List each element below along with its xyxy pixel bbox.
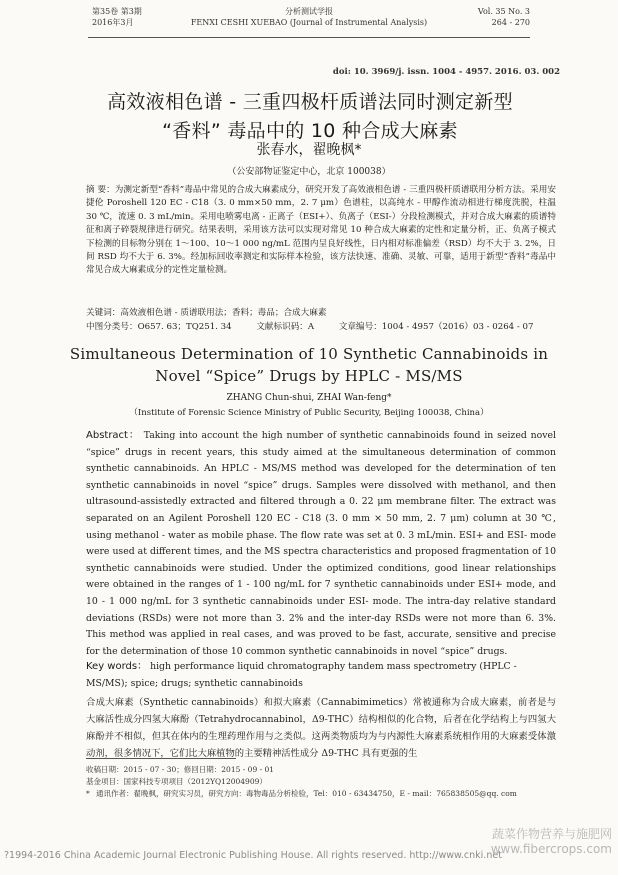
keywords-en: [86, 659, 556, 692]
header-divider: [88, 37, 530, 38]
doi-line: doi: 10. 3969/j. issn. 1004 - 4957. 2016. 03. 002: [332, 67, 560, 77]
corresponding-symbol: *: [86, 789, 90, 798]
abstract-cn-text: 为测定新型“香料”毒品中常见的合成大麻素成分，研究开发了高效液相色谱 - 三重四极杆质谱联用分析方法。采用安捷伦 Poroshell 120 EC - C18（3. 0 mm×50 mm，2. 7 μm）色谱柱，以高纯水 - 甲醇作流动相进行梯度洗脱，柱温 30 ℃，流速 0. 3 mL/min。采用电喷雾电离 - 正离子（ESI+）、负离子（ESI-）分段检测模式，并对合成大麻素的质谱特征和离子碎裂规律进行研究。结果表明，采用该方法可以实现对常见 10 种合成大麻素的定性和定量分析，正、负离子模式下检测的目标物分别在 1～100、10～1 000 ng/mL 范围内呈良好线性，日内相对标准偏差（RSD）均不大于 3. 2%，日间 RSD 均不大于 6. 3%。经加标回收率测定和实际样本检验，该方法快速、准确、灵敏、可靠，适用于新型“香料”毒品中常见合成大麻素成分的定性定量检测。: [86, 185, 557, 276]
keywords-en-text: high performance liquid chromatography tandem mass spectrometry (HPLC - MS/MS); spice; drugs; synthetic cannabinoids: [86, 661, 517, 689]
classification-cn: [86, 321, 556, 334]
copyright-line: ?1994-2016 China Academic Journal Electronic Publishing House. All rights reserved. http://www.cnki.net: [4, 850, 502, 861]
volume-en: Vol. 35 No. 3: [477, 7, 530, 16]
journal-name-en: FENXI CESHI XUEBAO (Journal of Instrumental Analysis): [190, 18, 428, 27]
abstract-cn-label: 摘 要：: [86, 185, 115, 195]
authors-cn: 张春水，翟晚枫*: [256, 142, 362, 158]
affiliation-cn: （公安部物证鉴定中心，北京 100038）: [227, 167, 391, 177]
header-right: [478, 6, 530, 28]
abstract-en: [86, 428, 556, 660]
watermark: [491, 827, 612, 857]
watermark-line1: 蔬菜作物营养与施肥网: [491, 827, 612, 841]
page-range: 264 - 270: [491, 18, 530, 27]
title-en-line2: Novel “Spice” Drugs by HPLC - MS/MS: [155, 367, 463, 385]
journal-name-cn: 分析测试学报: [285, 7, 333, 16]
keywords-en-label: Key words：: [86, 661, 148, 672]
authors-en: ZHANG Chun-shui, ZHAI Wan-feng*: [226, 393, 392, 403]
date-cn: 2016年3月: [92, 18, 134, 27]
document-code: 文献标识码：A: [256, 322, 315, 332]
abstract-cn: [86, 184, 556, 278]
keywords-cn-label: 关键词：: [86, 308, 121, 318]
corresponding-text: 通讯作者：翟晚枫，研究实习员，研究方向：毒物毒品分析检验，Tel：010 - 63434750，E - mail：765838505@qq. com: [96, 789, 517, 798]
keywords-cn-text: 高效液相色谱 - 质谱联用法；香料；毒品；合成大麻素: [120, 308, 327, 318]
title-cn-line1: 高效液相色谱 - 三重四极杆质谱法同时测定新型: [107, 91, 513, 113]
article-id: 文章编号：1004 - 4957（2016）03 - 0264 - 07: [338, 322, 534, 332]
volume-cn: 第35卷 第3期: [92, 7, 142, 16]
footnote-fund: 基金项目：国家科技专项项目（2012YQ12004909）: [86, 777, 267, 786]
affiliation-en: （Institute of Forensic Science Ministry of Public Security, Beijing 100038, China）: [129, 408, 489, 418]
clc-number: 中图分类号：O657. 63；TQ251. 34: [86, 322, 232, 332]
watermark-line2: www.fibercrops.com: [490, 842, 612, 856]
introduction-paragraph: 合成大麻素（Synthetic cannabinoids）和拟大麻素（Cannabimimetics）常被通称为合成大麻素，前者是与大麻活性成分四氢大麻酚（Tetrahydrocannabinol，Δ9-THC）结构相似的化合物，后者在化学结构上与四氢大麻酚并不相似，但其在体内的生理药理作用与之类似。这两类物质均为与内源性大麻素系统相作用的大麻素受体激动剂，很多情况下，它们比大麻植物的主要精神活性成分 Δ9-THC 具有更强的生: [86, 697, 556, 759]
abstract-en-text: Taking into account the high number of synthetic cannabinoids found in seized novel “spice” drugs in recent years, this study aimed at the simultaneous determination of common synthetic cannabinoids. An HPLC - MS/MS method was developed for the determination of ten synthetic cannabinoids in novel “spice” drugs. Samples were dissolved with methanol, and then ultrasound-assistedly extracted and filtered through a 0. 22 μm membrane filter. The extract was separated on an Agilent Poroshell 120 EC - C18 (3. 0 mm × 50 mm, 2. 7 μm) column at 30 ℃, using methanol - water as mobile phase. The flow rate was set at 0. 3 mL/min. ESI+ and ESI- mode were used at different times, and the MS spectra characteristics and proposed fragmentation of 10 synthetic cannabinoids were studied. Under the optimized conditions, good linear relationships were obtained in the ranges of 1 - 100 ng/mL for 7 synthetic cannabinoids under ESI+ mode, and 10 - 1 000 ng/mL for 3 synthetic cannabinoids under ESI- mode. The intra-day relative standard deviations (RSDs) were not more than 3. 2% and the inter-day RSDs were not more than 6. 3%. This method was applied in real cases, and was proved to be fast, accurate, sensitive and precise for the determination of those 10 common synthetic cannabinoids in novel “spice” drugs.: [86, 430, 556, 657]
title-en-line1: Simultaneous Determination of 10 Synthetic Cannabinoids in: [69, 345, 549, 363]
footnote-received: 收稿日期：2015 - 07 - 30；修回日期：2015 - 09 - 01: [86, 765, 275, 774]
title-cn-line2: “香料” 毒品中的 10 种合成大麻素: [162, 120, 458, 142]
footnote-divider: [86, 758, 236, 759]
abstract-en-label: Abstract：: [86, 430, 140, 441]
keywords-cn: [86, 307, 556, 320]
footnote-corresponding: [86, 788, 556, 800]
